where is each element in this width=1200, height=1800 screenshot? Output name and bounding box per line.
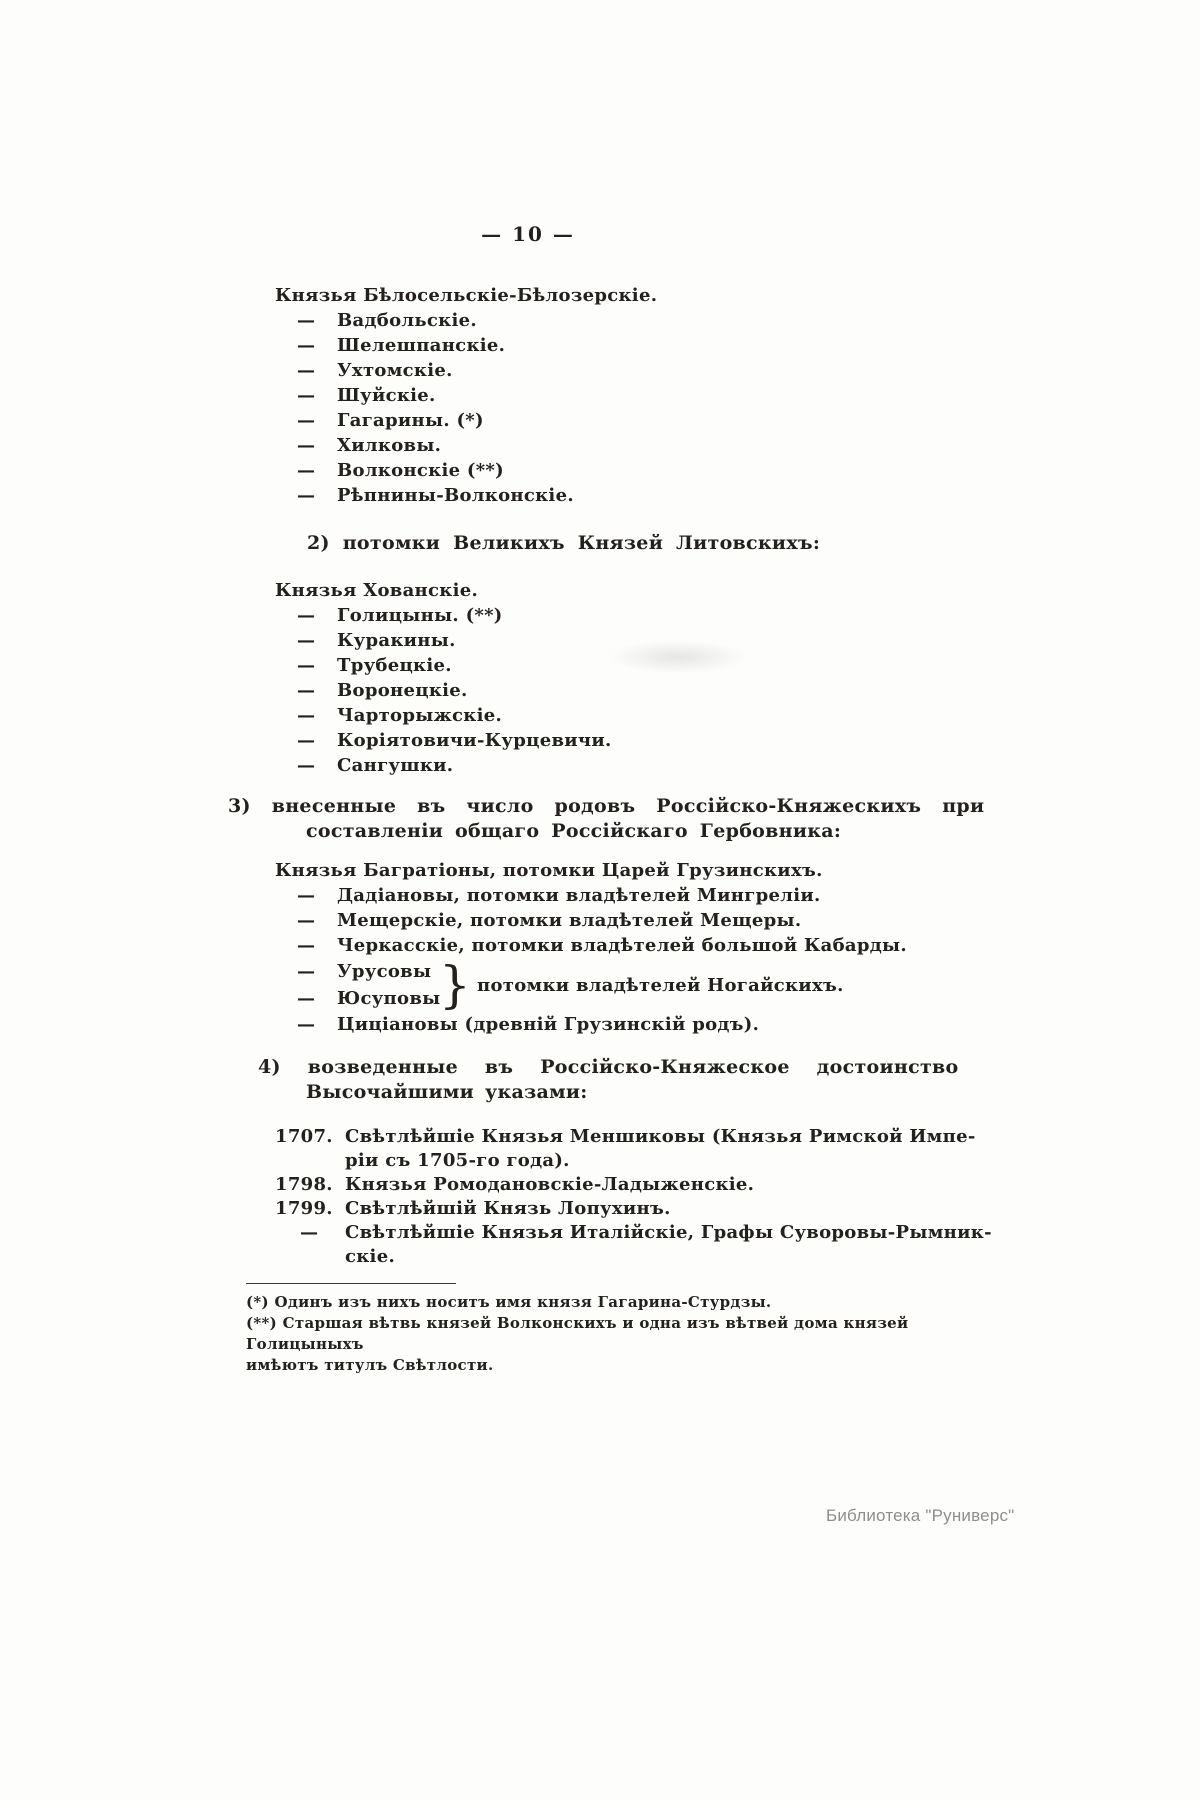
library-watermark: Библиотека "Руниверс"	[826, 1506, 1015, 1525]
list-item	[297, 383, 1008, 408]
page-content	[228, 222, 1008, 1376]
row-text-line1: Свѣтлѣйшій Князь Лопухинъ.	[345, 1198, 671, 1219]
section-heading-2: 2) потомки Великихъ Князей Литовскихъ:	[307, 532, 821, 554]
row-text-line2: скіе.	[345, 1246, 396, 1267]
list-item	[297, 1012, 1008, 1037]
list-item	[297, 728, 1008, 753]
list-item	[297, 908, 1008, 933]
list-lead: Князья Хованскіе.	[275, 580, 479, 601]
row-text	[345, 1173, 1008, 1197]
item-dash: —	[297, 680, 316, 701]
item-dash: —	[297, 755, 316, 776]
footnotes	[246, 1292, 991, 1376]
item-dash: —	[297, 885, 316, 906]
item-dash: —	[297, 360, 316, 381]
item-dash: —	[297, 485, 316, 506]
item-dash: —	[297, 460, 316, 481]
brace-shared-label: потомки владѣтелей Ногайскихъ.	[477, 974, 844, 996]
item-dash: —	[297, 935, 316, 956]
princes-list-3	[228, 858, 1008, 1037]
list-item	[297, 333, 1008, 358]
princes-list-2	[228, 578, 1008, 778]
section-heading-4-line2: Высочайшими указами:	[306, 1081, 588, 1103]
dated-row	[275, 1221, 1008, 1269]
item-dash: —	[297, 705, 316, 726]
row-text-line1: Свѣтлѣйшіе Князья Меншиковы (Князья Римской Импе-	[345, 1126, 976, 1147]
footnote-2-line1: (**) Старшая вѣтвь князей Волконскихъ и одна изъ вѣтвей дома князей Голицыныхъ	[246, 1314, 909, 1353]
row-date: 1798.	[275, 1174, 333, 1195]
list-item	[297, 883, 1008, 908]
item-dash: —	[297, 605, 316, 626]
list-item-text: Ухтомскіе.	[337, 360, 453, 381]
list-item-text: Шуйскіе.	[337, 385, 436, 406]
list-lead: Князья Бѣлосельскіе-Бѣлозерскіе.	[275, 285, 658, 306]
item-dash: —	[297, 630, 316, 651]
row-text-line2: ріи съ 1705-го года).	[345, 1150, 570, 1171]
dated-row	[275, 1125, 1008, 1173]
section-heading-3-line2: составленіи общаго Россійскаго Гербовника:	[306, 820, 842, 842]
item-dash: —	[297, 1014, 316, 1035]
list-item-text: Рѣпнины-Волконскіе.	[337, 485, 574, 506]
list-item	[297, 483, 1008, 508]
list-item-text: Дадіановы, потомки владѣтелей Мингреліи.	[337, 885, 821, 906]
list-lead: Князья Багратіоны, потомки Царей Грузинскихъ.	[275, 860, 823, 881]
item-dash: —	[297, 410, 316, 431]
row-date: 1799.	[275, 1198, 333, 1219]
item-dash: —	[297, 961, 316, 982]
dated-list	[228, 1125, 1008, 1269]
dated-row	[275, 1173, 1008, 1197]
footnote-1: (*) Одинъ изъ нихъ носитъ имя князя Гагарина-Стурдзы.	[246, 1293, 772, 1311]
row-text-line1: Князья Ромодановскіе-Ладыженскіе.	[345, 1174, 755, 1195]
section-heading-3-line1: 3) внесенные въ число родовъ Россійско-Княжескихъ при	[228, 795, 985, 817]
list-item	[297, 408, 1008, 433]
brace-glyph: }	[439, 956, 472, 1014]
list-item	[297, 628, 1008, 653]
item-dash: —	[297, 435, 316, 456]
list-item	[297, 603, 1008, 628]
list-item	[297, 933, 1008, 958]
list-item-text: Урусовы	[337, 961, 432, 982]
row-date: 1707.	[275, 1126, 333, 1147]
footnote-divider	[246, 1283, 456, 1284]
list-item-text: Вадбольскіе.	[337, 310, 477, 331]
item-dash: —	[297, 385, 316, 406]
list-item-text: Юсуповы	[337, 988, 441, 1009]
list-item-text: Чарторыжскіе.	[337, 705, 503, 726]
list-item-text: Коріятовичи-Курцевичи.	[337, 730, 612, 751]
row-dash: —	[300, 1222, 319, 1243]
list-item	[297, 653, 1008, 678]
item-dash: —	[297, 730, 316, 751]
list-item-text: Черкасскіе, потомки владѣтелей большой Кабарды.	[337, 935, 907, 956]
list-item	[297, 358, 1008, 383]
braced-pair	[297, 958, 1008, 1012]
list-item-text: Циціановы (древній Грузинскій родъ).	[337, 1014, 760, 1035]
item-dash: —	[297, 655, 316, 676]
list-item	[297, 308, 1008, 333]
row-text	[345, 1221, 1008, 1269]
list-item-text: Хилковы.	[337, 435, 442, 456]
row-text	[345, 1125, 1008, 1173]
section-heading-4-line1: 4) возведенные въ Россійско-Княжеское достоинство	[258, 1056, 959, 1078]
list-item-text: Шелешпанскіе.	[337, 335, 506, 356]
list-item-text: Волконскіе (**)	[337, 460, 504, 481]
braced-names	[297, 958, 439, 1012]
list-item	[297, 958, 439, 985]
princes-list-1	[228, 283, 1008, 508]
list-item-text: Трубецкіе.	[337, 655, 452, 676]
list-item-text: Сангушки.	[337, 755, 454, 776]
row-text-line1: Свѣтлѣйшіе Князья Италійскіе, Графы Суворовы-Рымник-	[345, 1222, 992, 1243]
list-item-text: Мещерскіе, потомки владѣтелей Мещеры.	[337, 910, 802, 931]
row-text	[345, 1197, 1008, 1221]
item-dash: —	[297, 910, 316, 931]
dated-row	[275, 1197, 1008, 1221]
list-item-text: Гагарины. (*)	[337, 410, 484, 431]
list-item	[297, 753, 1008, 778]
list-item	[297, 678, 1008, 703]
list-item	[297, 458, 1008, 483]
item-dash: —	[297, 988, 316, 1009]
list-item	[297, 703, 1008, 728]
item-dash: —	[297, 335, 316, 356]
list-item	[297, 985, 439, 1012]
item-dash: —	[297, 310, 316, 331]
footnote-2-line2: имѣютъ титулъ Свѣтлости.	[246, 1356, 494, 1374]
list-item-text: Куракины.	[337, 630, 456, 651]
list-item-text: Воронецкіе.	[337, 680, 468, 701]
list-item-text: Голицыны. (**)	[337, 605, 503, 626]
page-number: — 10 —	[481, 222, 575, 246]
list-item	[297, 433, 1008, 458]
